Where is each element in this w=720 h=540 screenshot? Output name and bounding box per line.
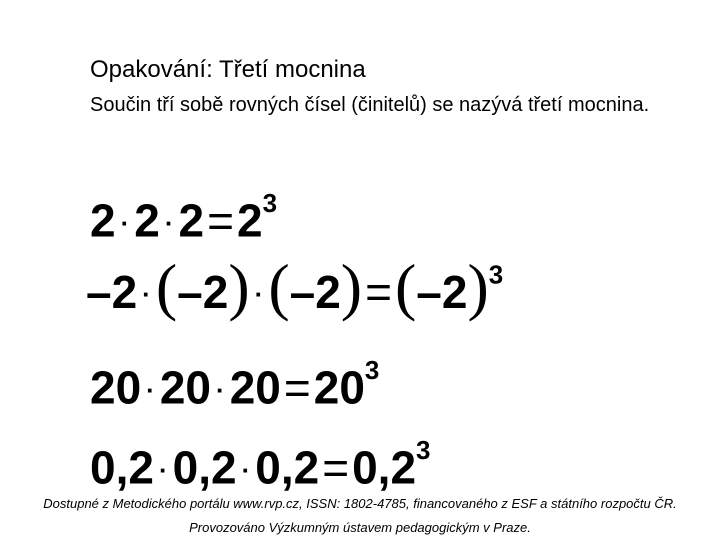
factor: 0,2 [255,441,320,494]
power-exponent: 3 [416,435,431,465]
slide-title: Opakování: Třetí mocnina [90,56,366,83]
left-paren: ( [394,251,417,322]
operator-footer: Provozováno Výzkumným ústavem pedagogickým v Praze. [189,520,531,535]
factor: –2 [289,266,341,318]
factor: 0,2 [172,441,237,494]
factor: 20 [159,361,212,414]
multiply-dot: · [216,375,225,406]
power-base: 20 [313,361,365,414]
right-paren: ) [467,251,489,322]
factor: 2 [90,194,116,247]
power-exponent: 3 [488,259,504,290]
factor: 2 [178,194,205,247]
factor: –2 [177,266,229,318]
left-paren: ( [268,251,290,322]
definition-text: Součin tří sobě rovných čísel (činitelů) se nazývá třetí mocnina. [90,94,650,116]
factor: 20 [229,361,281,414]
multiply-dot: · [142,279,151,310]
equation-cube-0-2 [90,435,431,494]
multiply-dot: · [164,208,174,239]
equals-sign: = [365,266,392,318]
multiply-dot: · [241,455,251,486]
multiply-dot: · [158,455,168,486]
factor: 0,2 [90,441,154,494]
multiply-dot: · [146,375,155,406]
equation-cube-negative-2 [86,251,504,322]
power-base: –2 [416,266,468,318]
factor: 20 [90,361,142,414]
equation-cube-20 [90,355,380,414]
power-exponent: 3 [262,188,278,218]
equation-cube-2 [90,188,278,247]
multiply-dot: · [254,279,264,310]
right-paren: ) [228,251,250,322]
power-base: 2 [237,194,263,247]
multiply-dot: · [120,208,130,239]
source-footer: Dostupné z Metodického portálu www.rvp.cz, ISSN: 1802-4785, financovaného z ESF a státního rozpočtu ČR. [43,496,677,511]
right-paren: ) [340,251,363,322]
factor: 2 [134,194,160,247]
equals-sign: = [322,441,350,494]
power-base: 0,2 [352,441,417,494]
factor: –2 [86,266,138,318]
left-paren: ( [155,251,178,322]
equals-sign: = [207,194,234,247]
power-exponent: 3 [364,355,380,385]
equals-sign: = [283,361,311,414]
